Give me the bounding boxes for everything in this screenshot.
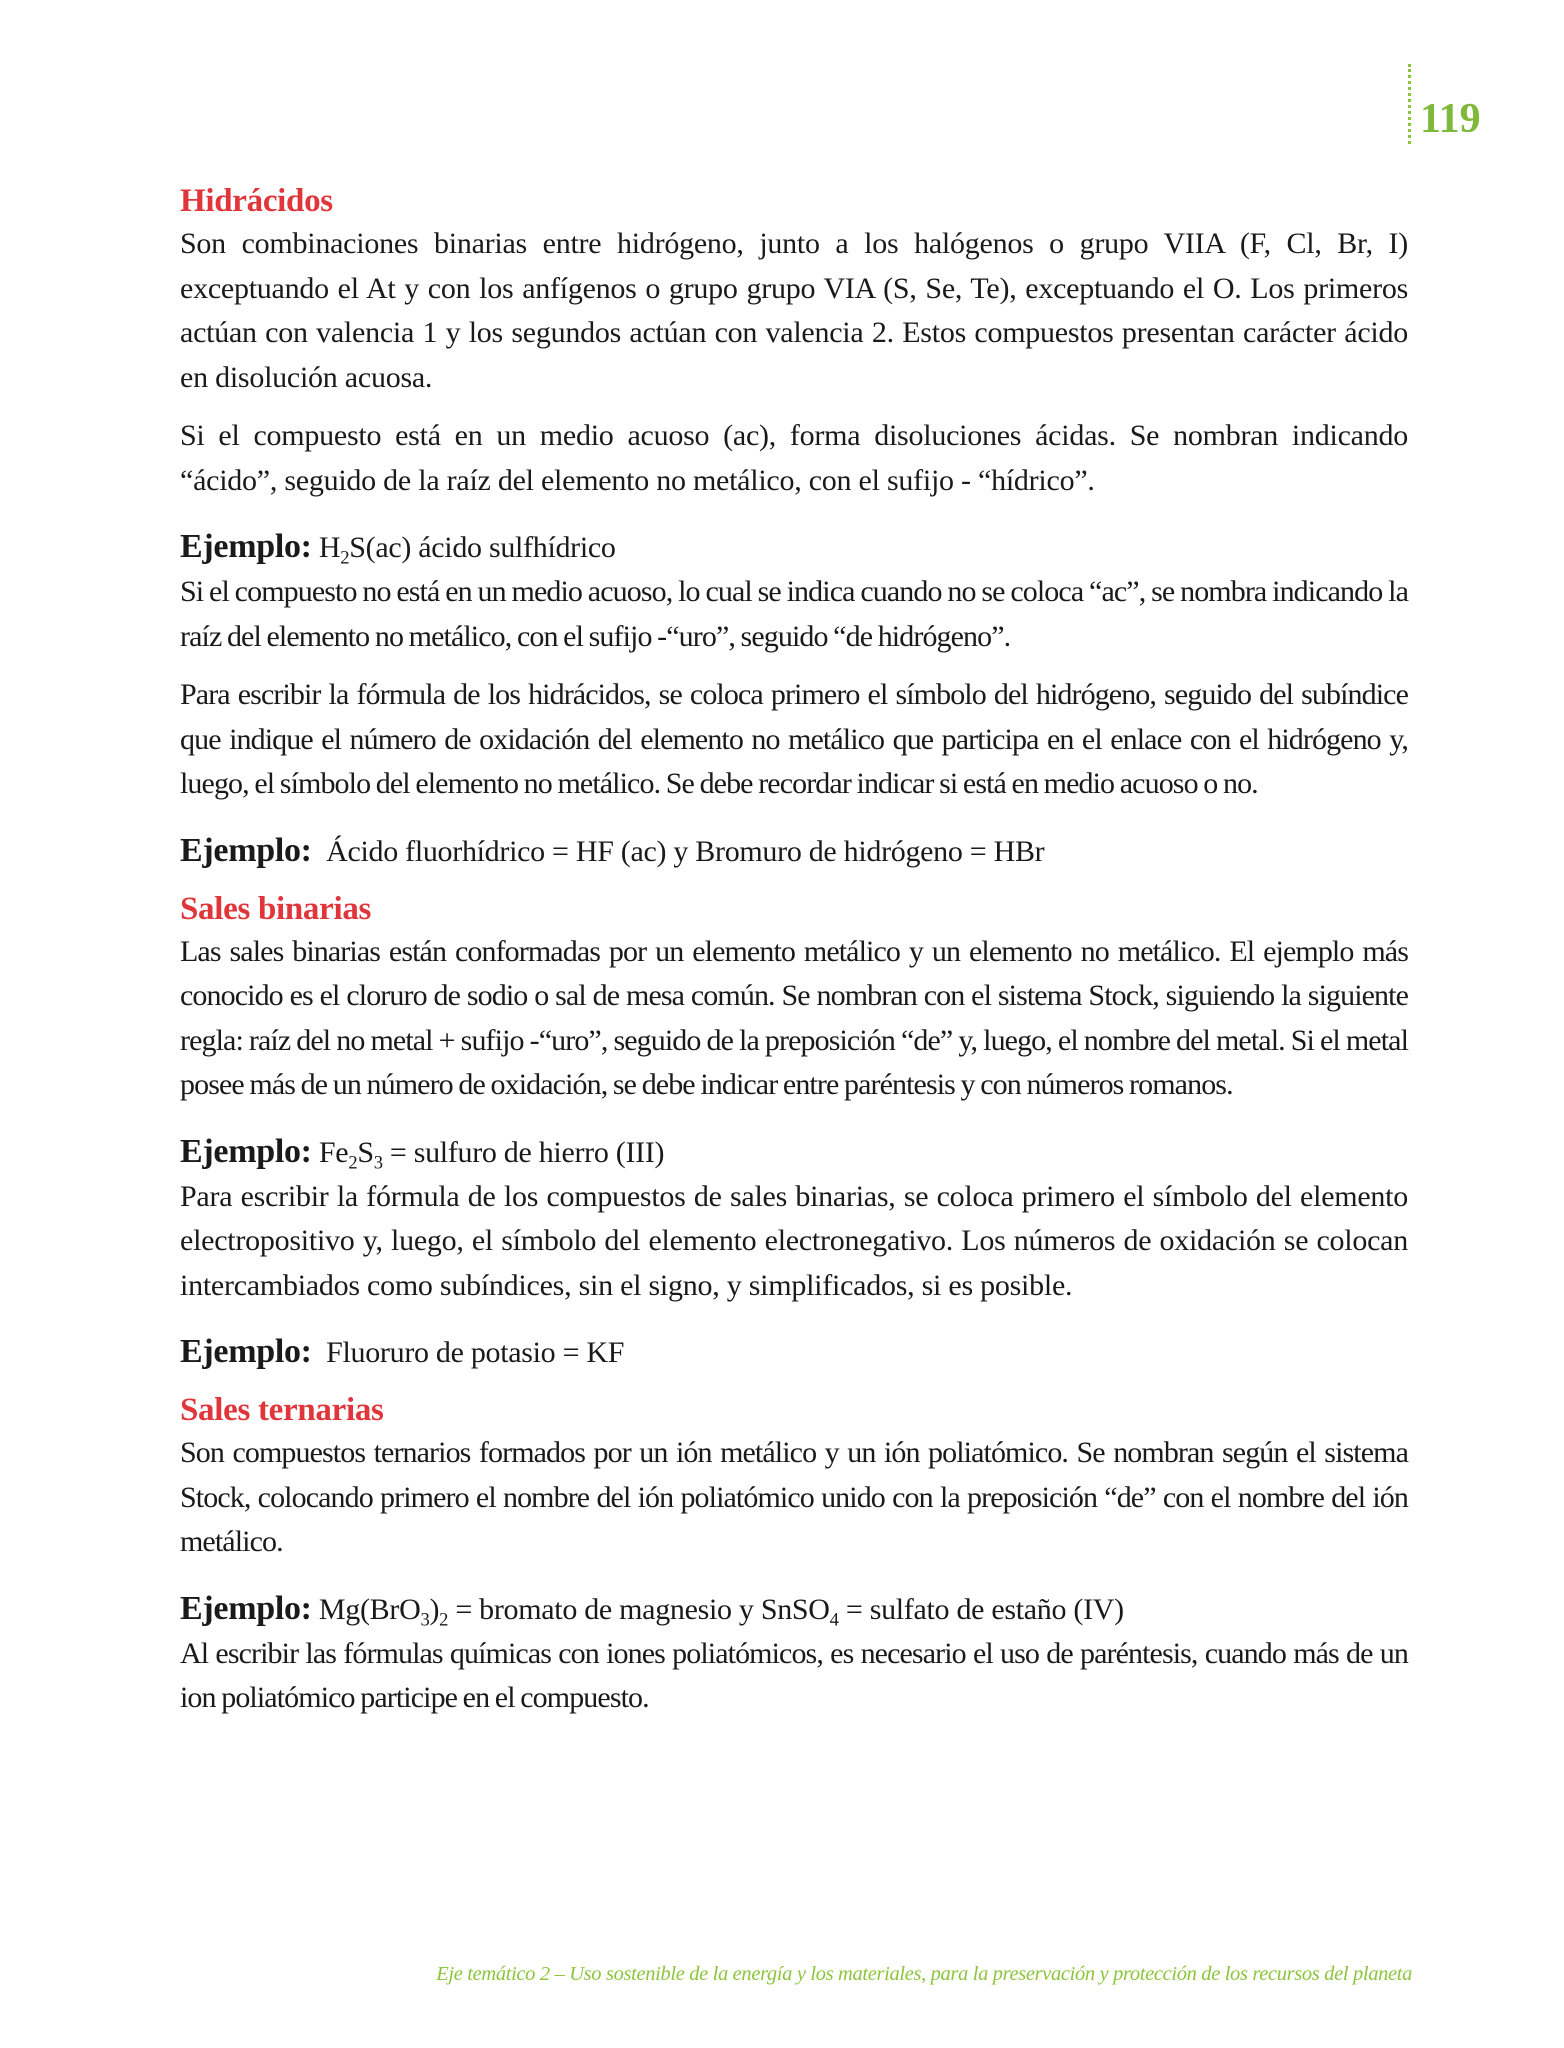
section-sales-ternarias xyxy=(180,1389,1408,1721)
page-content xyxy=(180,180,1408,1721)
example-h2s: Ejemplo: $H_2S(ac)$ ácido sulfhídrico xyxy=(180,528,616,569)
paragraph: Son combinaciones binarias entre hidrógeno, junto a los halógenos o grupo VIIA (F, Cl, Br, I) exceptuando el At y con los anfígenos o grupo grupo VIA (S, Se, Te), exceptuando el O. Los primeros actúan con valencia 1 y los segundos actúan con valencia 2. Estos compuestos presentan carácter ácido en disolución acuosa. xyxy=(180,227,1408,394)
example-kf: Ejemplo: Fluoruro de potasio = KF xyxy=(180,1333,625,1370)
section-sales-binarias xyxy=(180,888,1408,1376)
example-label: Ejemplo: xyxy=(180,1132,312,1170)
example-hf-hbr: Ejemplo: Ácido fluorhídrico = HF (ac) y Bromuro de hidrógeno = HBr xyxy=(180,831,1045,869)
paragraph: Las sales binarias están conformadas por un elemento metálico y un elemento no metálico. El ejemplo más conocido es el cloruro de sodio o sal de mesa común. Se nombran con el sistema Stock, siguiendo la siguiente regla: raíz del no metal + sufijo -“uro”, seguido de la preposición “de” y, luego, el nombre del metal. Si el metal posee más de un número de oxidación, se debe indicar entre paréntesis y con números romanos. xyxy=(180,934,1408,1101)
heading-hidracidos: Hidrácidos xyxy=(180,183,333,219)
paragraph: Para escribir la fórmula de los compuestos de sales binarias, se coloca primero el símbolo del elemento electropositivo y, luego, el símbolo del elemento electronegativo. Los números de oxidación se colocan intercambiados como subíndices, sin el signo, y simplificados, si es posible. xyxy=(180,1179,1408,1302)
running-footer: Eje temático 2 – Uso sostenible de la energía y los materiales, para la preservación y protección de los recursos del planeta xyxy=(436,1963,1412,1985)
example-label: Ejemplo: xyxy=(180,1589,312,1627)
paragraph: Si el compuesto está en un medio acuoso (ac), forma disoluciones ácidas. Se nombran indicando “ácido”, seguido de la raíz del elemento no metálico, con el sufijo - “hídrico”. xyxy=(180,419,1408,497)
page-number-divider xyxy=(1408,64,1411,144)
paragraph: Al escribir las fórmulas químicas con iones poliatómicos, es necesario el uso de paréntesis, cuando más de un ion poliatómico participe en el compuesto. xyxy=(180,1636,1408,1714)
example-label: Ejemplo: xyxy=(180,831,312,869)
page-number: 119 xyxy=(1420,96,1481,142)
example-label: Ejemplo: xyxy=(180,1333,312,1370)
example-fe2s3: Ejemplo: $Fe_2S_3$ = sulfuro de hierro (III) xyxy=(180,1132,665,1173)
paragraph: Si el compuesto no está en un medio acuoso, lo cual se indica cuando no se coloca “ac”, se nombra indicando la raíz del elemento no metálico, con el sufijo -“uro”, seguido “de hidrógeno”. xyxy=(180,575,1408,653)
paragraph: Son compuestos ternarios formados por un ión metálico y un ión poliatómico. Se nombran según el sistema Stock, colocando primero el nombre del ión poliatómico unido con la preposición “de” con el nombre del ión metálico. xyxy=(180,1436,1408,1558)
paragraph: Para escribir la fórmula de los hidrácidos, se coloca primero el símbolo del hidrógeno, seguido del subíndice que indique el número de oxidación del elemento no metálico que participa en el enlace con el hidrógeno y, luego, el símbolo del elemento no metálico. Se debe recordar indicar si está en medio acuoso o no. xyxy=(180,678,1408,800)
example-mgbro3-snso4: Ejemplo: $Mg(BrO_3)_2$ = bromato de magnesio y SnSO$_4$ = sulfato de estaño (IV) xyxy=(180,1589,1124,1630)
section-hidracidos xyxy=(180,180,1408,874)
heading-sales-binarias: Sales binarias xyxy=(180,890,372,927)
heading-sales-ternarias: Sales ternarias xyxy=(180,1392,384,1428)
example-label: Ejemplo: xyxy=(180,528,312,565)
